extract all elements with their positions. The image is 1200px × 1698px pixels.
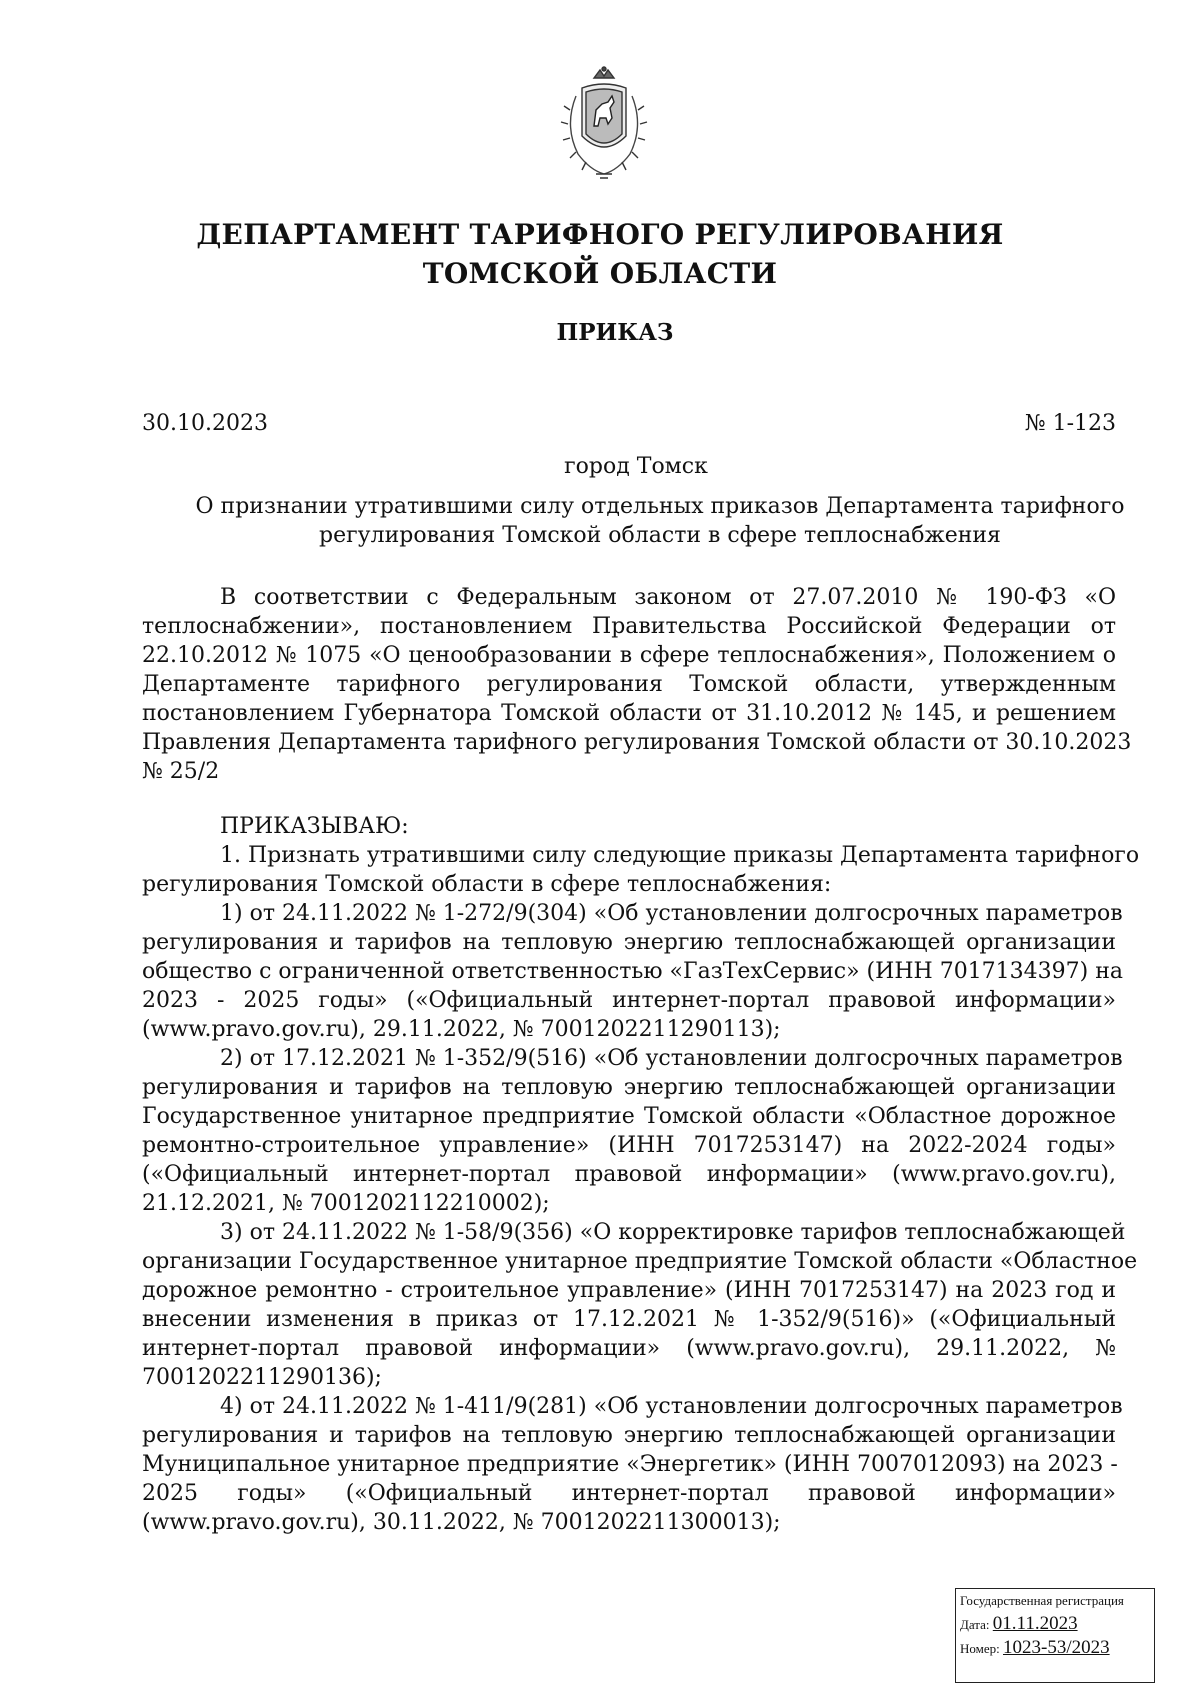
subject-line: О признании утратившими силу отдельных приказов Департамента тарифного [195,494,1125,519]
item-line: организации Государственное унитарное предприятие Томской области «Областное [142,1249,1138,1274]
item-line: Государственное унитарное предприятие Томской области «Областное дорожное [142,1104,1116,1129]
order-body [142,812,1140,1537]
registration-stamp [955,1588,1155,1683]
item-line: 4) от 24.11.2022 № 1-411/9(281) «Об установлении долгосрочных параметров [220,1394,1123,1419]
registration-date-value: 01.11.2023 [992,1613,1078,1634]
item-line: Муниципальное унитарное предприятие «Энергетик» (ИНН 7007012093) на 2023 - [142,1452,1118,1477]
preamble-line: теплоснабжении», постановлением Правительства Российской Федерации от [142,614,1116,639]
item-line: 1) от 24.11.2022 № 1-272/9(304) «Об установлении долгосрочных параметров [220,901,1123,926]
coat-of-arms-icon [556,66,652,184]
preamble-line: постановлением Губернатора Томской области от 31.10.2012 № 145, и решением [142,701,1116,726]
item-line: 21.12.2021, № 7001202112210002); [142,1191,550,1216]
item-line: 2025 годы» («Официальный интернет-портал правовой информации» [142,1481,1116,1506]
item-line: («Официальный интернет-портал правовой информации» (www.pravo.gov.ru), [142,1162,1116,1187]
order-word: ПРИКАЗЫВАЮ: [220,814,409,839]
order-city: город Томск [564,454,708,479]
item-line: (www.pravo.gov.ru), 30.11.2022, № 7001202211300013); [142,1510,781,1535]
order-number: № 1-123 [1024,411,1116,436]
point-1-line: 1. Признать утратившими силу следующие приказы Департамента тарифного [220,843,1140,868]
item-line: ремонтно-строительное управление» (ИНН 7017253147) на 2022-2024 годы» [142,1133,1116,1158]
department-title [0,215,1200,293]
item-line: дорожное ремонтно - строительное управление» (ИНН 7017253147) на 2023 год и [142,1278,1116,1303]
registration-number-row [960,1639,1150,1658]
preamble-line: Департаменте тарифного регулирования Томской области, утвержденным [142,672,1116,697]
registration-date-label: Дата: [960,1617,990,1632]
preamble [142,583,1132,786]
order-title: ПРИКАЗ [556,319,674,346]
list-item [142,1218,1138,1392]
item-line: регулирования и тарифов на тепловую энергию теплоснабжающей организации [142,1423,1116,1448]
registration-date-row [960,1615,1150,1634]
preamble-line: Правления Департамента тарифного регулирования Томской области от 30.10.2023 [142,730,1132,755]
item-line: 2) от 17.12.2021 № 1-352/9(516) «Об установлении долгосрочных параметров [220,1046,1123,1071]
department-line1: ДЕПАРТАМЕНТ ТАРИФНОГО РЕГУЛИРОВАНИЯ [196,218,1004,251]
point-1-line: регулирования Томской области в сфере теплоснабжения: [142,872,832,897]
preamble-line: В соответствии с Федеральным законом от 27.07.2010 № 190-ФЗ «О [220,585,1116,610]
preamble-line: 22.10.2012 № 1075 «О ценообразовании в сфере теплоснабжения», Положением о [142,643,1116,668]
registration-number-label: Номер: [960,1641,1000,1656]
item-line: регулирования и тарифов на тепловую энергию теплоснабжающей организации [142,1075,1116,1100]
item-line: регулирования и тарифов на тепловую энергию теплоснабжающей организации [142,930,1116,955]
list-item [142,899,1124,1044]
item-line: 2023 - 2025 годы» («Официальный интернет-портал правовой информации» [142,988,1116,1013]
order-date: 30.10.2023 [142,411,268,436]
preamble-line: № 25/2 [142,759,220,784]
registration-number-value: 1023-53/2023 [1003,1637,1110,1658]
item-line: интернет-портал правовой информации» (www.pravo.gov.ru), 29.11.2022, № [142,1336,1116,1361]
department-line2: ТОМСКОЙ ОБЛАСТИ [422,257,778,290]
item-line: внесении изменения в приказ от 17.12.2021 № 1-352/9(516)» («Официальный [142,1307,1116,1332]
item-line: 7001202211290136); [142,1365,382,1390]
list-item [142,1392,1123,1537]
subject-line: регулирования Томской области в сфере теплоснабжения [319,523,1001,548]
item-line: 3) от 24.11.2022 № 1-58/9(356) «О корректировке тарифов теплоснабжающей [220,1220,1126,1245]
registration-title: Государственная регистрация [960,1593,1124,1608]
order-subject [150,492,1170,550]
list-item [142,1044,1123,1218]
item-line: общество с ограниченной ответственностью «ГазТехСервис» (ИНН 7017134397) на [142,959,1124,984]
item-line: (www.pravo.gov.ru), 29.11.2022, № 7001202211290113); [142,1017,781,1042]
